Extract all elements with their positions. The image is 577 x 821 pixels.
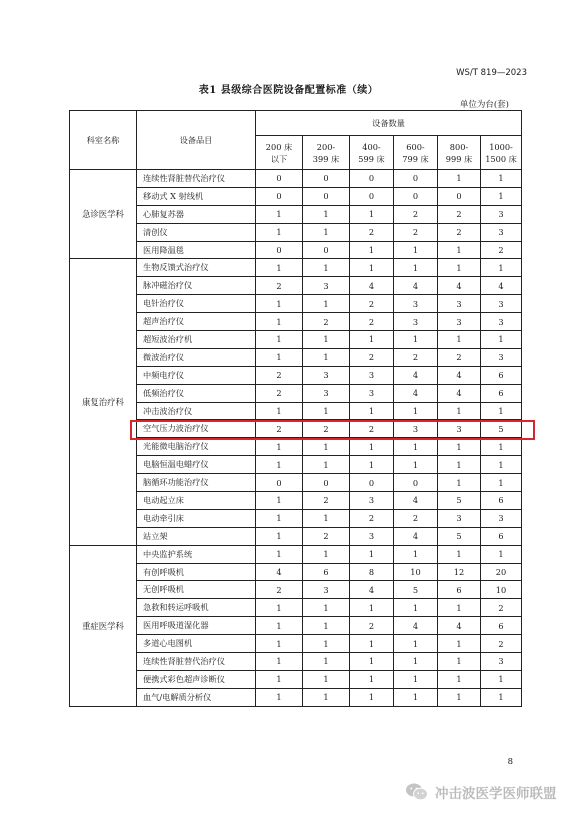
quantity-cell: 1 bbox=[481, 187, 522, 205]
quantity-cell: 1 bbox=[303, 331, 350, 349]
quantity-cell: 1 bbox=[350, 456, 394, 474]
bed-range-line1: 600- bbox=[406, 141, 425, 152]
equipment-item: 空气压力波治疗仪 bbox=[137, 420, 256, 438]
quantity-cell: 3 bbox=[394, 420, 438, 438]
quantity-cell: 0 bbox=[303, 474, 350, 492]
quantity-cell: 1 bbox=[438, 331, 481, 349]
bed-range-line2: 1500 床 bbox=[485, 153, 517, 164]
quantity-cell: 0 bbox=[394, 187, 438, 205]
quantity-cell: 1 bbox=[394, 331, 438, 349]
quantity-cell: 1 bbox=[350, 438, 394, 456]
quantity-cell: 1 bbox=[394, 670, 438, 688]
bed-range-line1: 1000- bbox=[489, 141, 513, 152]
quantity-cell: 1 bbox=[256, 402, 303, 420]
equipment-item: 连续性肾脏替代治疗仪 bbox=[137, 170, 256, 188]
quantity-cell: 1 bbox=[350, 688, 394, 706]
watermark-text: 冲击波医学医师联盟 bbox=[435, 786, 557, 802]
quantity-cell: 3 bbox=[481, 223, 522, 241]
quantity-cell: 1 bbox=[394, 241, 438, 259]
quantity-cell: 4 bbox=[256, 563, 303, 581]
quantity-cell: 4 bbox=[394, 277, 438, 295]
quantity-cell: 3 bbox=[481, 295, 522, 313]
table-row bbox=[70, 205, 522, 223]
quantity-cell: 1 bbox=[303, 509, 350, 527]
quantity-cell: 1 bbox=[256, 456, 303, 474]
quantity-cell: 0 bbox=[394, 170, 438, 188]
quantity-cell: 3 bbox=[481, 509, 522, 527]
bed-range-line2: 599 床 bbox=[358, 153, 385, 164]
quantity-cell: 1 bbox=[394, 259, 438, 277]
equipment-item: 脑循环功能治疗仪 bbox=[137, 474, 256, 492]
quantity-cell: 2 bbox=[256, 366, 303, 384]
table-row bbox=[70, 653, 522, 671]
quantity-cell: 1 bbox=[350, 599, 394, 617]
bed-range-line1: 800- bbox=[449, 141, 469, 152]
table-row bbox=[70, 277, 522, 295]
quantity-cell: 1 bbox=[256, 599, 303, 617]
quantity-cell: 1 bbox=[394, 456, 438, 474]
quantity-cell: 1 bbox=[256, 635, 303, 653]
quantity-cell: 4 bbox=[394, 384, 438, 402]
table-row-highlighted bbox=[70, 402, 522, 420]
quantity-cell: 2 bbox=[394, 509, 438, 527]
equipment-item: 冲击波治疗仪 bbox=[137, 402, 256, 420]
quantity-cell: 2 bbox=[481, 241, 522, 259]
quantity-cell: 8 bbox=[350, 563, 394, 581]
quantity-cell: 5 bbox=[438, 527, 481, 545]
quantity-cell: 4 bbox=[394, 492, 438, 510]
header-quantity: 设备数量 bbox=[256, 111, 522, 136]
quantity-cell: 1 bbox=[256, 509, 303, 527]
quantity-cell: 1 bbox=[303, 653, 350, 671]
quantity-cell: 1 bbox=[438, 438, 481, 456]
quantity-cell: 1 bbox=[350, 402, 394, 420]
quantity-cell: 4 bbox=[394, 366, 438, 384]
quantity-cell: 2 bbox=[350, 509, 394, 527]
quantity-cell: 1 bbox=[438, 259, 481, 277]
quantity-cell: 2 bbox=[481, 599, 522, 617]
quantity-cell: 1 bbox=[481, 456, 522, 474]
quantity-cell: 1 bbox=[256, 527, 303, 545]
quantity-cell: 0 bbox=[350, 474, 394, 492]
quantity-cell: 2 bbox=[394, 223, 438, 241]
quantity-cell: 3 bbox=[438, 295, 481, 313]
quantity-cell: 1 bbox=[256, 617, 303, 635]
quantity-cell: 3 bbox=[350, 384, 394, 402]
table-row bbox=[70, 438, 522, 456]
quantity-cell: 1 bbox=[481, 670, 522, 688]
quantity-cell: 10 bbox=[481, 581, 522, 599]
quantity-cell: 1 bbox=[256, 670, 303, 688]
header-department: 科室名称 bbox=[70, 111, 137, 170]
quantity-cell: 1 bbox=[303, 223, 350, 241]
quantity-cell: 1 bbox=[481, 438, 522, 456]
table-row bbox=[70, 581, 522, 599]
quantity-cell: 1 bbox=[438, 653, 481, 671]
quantity-cell: 10 bbox=[394, 563, 438, 581]
quantity-cell: 3 bbox=[438, 420, 481, 438]
quantity-cell: 1 bbox=[303, 205, 350, 223]
quantity-cell: 2 bbox=[350, 348, 394, 366]
quantity-cell: 1 bbox=[256, 205, 303, 223]
quantity-cell: 1 bbox=[394, 653, 438, 671]
quantity-cell: 1 bbox=[438, 545, 481, 563]
equipment-item: 微波治疗仪 bbox=[137, 348, 256, 366]
quantity-cell: 1 bbox=[303, 438, 350, 456]
quantity-cell: 1 bbox=[481, 402, 522, 420]
table-row bbox=[70, 348, 522, 366]
quantity-cell: 6 bbox=[481, 527, 522, 545]
quantity-cell: 5 bbox=[481, 420, 522, 438]
quantity-cell: 0 bbox=[350, 187, 394, 205]
quantity-cell: 2 bbox=[350, 295, 394, 313]
table-row bbox=[70, 635, 522, 653]
equipment-item: 中频电疗仪 bbox=[137, 366, 256, 384]
quantity-cell: 2 bbox=[303, 313, 350, 331]
header-bed-range bbox=[438, 136, 481, 170]
quantity-cell: 20 bbox=[481, 563, 522, 581]
quantity-cell: 1 bbox=[481, 331, 522, 349]
quantity-cell: 1 bbox=[350, 653, 394, 671]
quantity-cell: 3 bbox=[303, 581, 350, 599]
table-row bbox=[70, 295, 522, 313]
bed-range-line2: 999 床 bbox=[445, 153, 473, 164]
quantity-cell: 1 bbox=[438, 241, 481, 259]
table-row bbox=[70, 223, 522, 241]
table-row bbox=[70, 187, 522, 205]
quantity-cell: 0 bbox=[303, 241, 350, 259]
quantity-cell: 1 bbox=[394, 438, 438, 456]
quantity-cell: 1 bbox=[394, 635, 438, 653]
equipment-item: 血气/电解质分析仪 bbox=[137, 688, 256, 706]
equipment-item: 清创仪 bbox=[137, 223, 256, 241]
equipment-item: 电脑恒温电蜡疗仪 bbox=[137, 456, 256, 474]
quantity-cell: 1 bbox=[438, 474, 481, 492]
quantity-cell: 1 bbox=[256, 348, 303, 366]
equipment-item: 医用呼吸道湿化器 bbox=[137, 617, 256, 635]
quantity-cell: 3 bbox=[303, 277, 350, 295]
quantity-cell: 2 bbox=[438, 348, 481, 366]
quantity-cell: 1 bbox=[394, 402, 438, 420]
quantity-cell: 6 bbox=[481, 366, 522, 384]
equipment-item: 低频治疗仪 bbox=[137, 384, 256, 402]
bed-range-line1: 200 床 bbox=[265, 141, 293, 152]
table-row bbox=[70, 688, 522, 706]
quantity-cell: 1 bbox=[350, 241, 394, 259]
quantity-cell: 1 bbox=[256, 688, 303, 706]
watermark bbox=[405, 782, 557, 802]
quantity-cell: 0 bbox=[438, 187, 481, 205]
quantity-cell: 4 bbox=[438, 366, 481, 384]
bed-range-line2: 以下 bbox=[270, 153, 288, 164]
quantity-cell: 1 bbox=[394, 545, 438, 563]
quantity-cell: 4 bbox=[350, 277, 394, 295]
quantity-cell: 1 bbox=[481, 259, 522, 277]
quantity-cell: 1 bbox=[438, 402, 481, 420]
quantity-cell: 1 bbox=[481, 474, 522, 492]
quantity-cell: 1 bbox=[350, 670, 394, 688]
quantity-cell: 1 bbox=[303, 295, 350, 313]
table-row bbox=[70, 527, 522, 545]
quantity-cell: 2 bbox=[256, 277, 303, 295]
quantity-cell: 1 bbox=[303, 545, 350, 563]
quantity-cell: 1 bbox=[303, 617, 350, 635]
table-row bbox=[70, 313, 522, 331]
quantity-cell: 6 bbox=[481, 492, 522, 510]
quantity-cell: 4 bbox=[394, 617, 438, 635]
quantity-cell: 2 bbox=[481, 635, 522, 653]
quantity-cell: 1 bbox=[303, 635, 350, 653]
quantity-cell: 1 bbox=[438, 170, 481, 188]
quantity-cell: 5 bbox=[438, 492, 481, 510]
quantity-cell: 2 bbox=[350, 420, 394, 438]
quantity-cell: 1 bbox=[256, 492, 303, 510]
quantity-cell: 3 bbox=[303, 366, 350, 384]
quantity-cell: 1 bbox=[394, 599, 438, 617]
quantity-cell: 3 bbox=[350, 527, 394, 545]
unit-note: 单位为台(套) bbox=[459, 100, 509, 110]
quantity-cell: 0 bbox=[256, 241, 303, 259]
quantity-cell: 1 bbox=[438, 635, 481, 653]
header-bed-range bbox=[350, 136, 394, 170]
quantity-cell: 4 bbox=[438, 277, 481, 295]
quantity-cell: 1 bbox=[303, 599, 350, 617]
equipment-item: 移动式 X 射线机 bbox=[137, 187, 256, 205]
quantity-cell: 1 bbox=[303, 348, 350, 366]
quantity-cell: 1 bbox=[350, 259, 394, 277]
table-row bbox=[70, 259, 522, 277]
quantity-cell: 2 bbox=[303, 420, 350, 438]
quantity-cell: 6 bbox=[481, 384, 522, 402]
quantity-cell: 3 bbox=[394, 295, 438, 313]
quantity-cell: 4 bbox=[394, 527, 438, 545]
quantity-cell: 2 bbox=[438, 205, 481, 223]
department-name: 急诊医学科 bbox=[70, 170, 137, 259]
quantity-cell: 1 bbox=[303, 402, 350, 420]
department-name: 康复治疗科 bbox=[70, 259, 137, 545]
table-row bbox=[70, 617, 522, 635]
equipment-item: 脉冲磁治疗仪 bbox=[137, 277, 256, 295]
quantity-cell: 0 bbox=[256, 170, 303, 188]
quantity-cell: 1 bbox=[256, 295, 303, 313]
equipment-item: 医用降温毯 bbox=[137, 241, 256, 259]
equipment-item: 无创呼吸机 bbox=[137, 581, 256, 599]
quantity-cell: 1 bbox=[438, 670, 481, 688]
quantity-cell: 1 bbox=[256, 653, 303, 671]
quantity-cell: 1 bbox=[303, 670, 350, 688]
equipment-table bbox=[69, 110, 522, 707]
bed-range-line2: 799 床 bbox=[402, 153, 429, 164]
header-bed-range bbox=[256, 136, 303, 170]
quantity-cell: 1 bbox=[438, 599, 481, 617]
equipment-item: 电针治疗仪 bbox=[137, 295, 256, 313]
quantity-cell: 4 bbox=[438, 384, 481, 402]
quantity-cell: 1 bbox=[256, 331, 303, 349]
quantity-cell: 1 bbox=[350, 635, 394, 653]
table-row bbox=[70, 670, 522, 688]
quantity-cell: 2 bbox=[303, 492, 350, 510]
equipment-item: 电动起立床 bbox=[137, 492, 256, 510]
table-row bbox=[70, 366, 522, 384]
equipment-item: 超短波治疗机 bbox=[137, 331, 256, 349]
equipment-item: 生物反馈式治疗仪 bbox=[137, 259, 256, 277]
quantity-cell: 3 bbox=[481, 205, 522, 223]
equipment-item: 连续性肾脏替代治疗仪 bbox=[137, 653, 256, 671]
table-row bbox=[70, 241, 522, 259]
quantity-cell: 3 bbox=[438, 509, 481, 527]
quantity-cell: 3 bbox=[350, 492, 394, 510]
quantity-cell: 1 bbox=[256, 545, 303, 563]
quantity-cell: 3 bbox=[394, 313, 438, 331]
bed-range-line2: 399 床 bbox=[312, 153, 340, 164]
quantity-cell: 1 bbox=[350, 205, 394, 223]
table-row bbox=[70, 384, 522, 402]
quantity-cell: 1 bbox=[394, 688, 438, 706]
table-row bbox=[70, 420, 522, 438]
quantity-cell: 2 bbox=[394, 205, 438, 223]
quantity-cell: 1 bbox=[438, 456, 481, 474]
quantity-cell: 1 bbox=[303, 456, 350, 474]
quantity-cell: 12 bbox=[438, 563, 481, 581]
quantity-cell: 3 bbox=[481, 653, 522, 671]
table-row bbox=[70, 563, 522, 581]
header-item: 设备品目 bbox=[137, 111, 256, 170]
page-number: 8 bbox=[507, 757, 513, 767]
quantity-cell: 0 bbox=[350, 170, 394, 188]
quantity-cell: 4 bbox=[481, 277, 522, 295]
table-title: 表1 县级综合医院设备配置标准（续） bbox=[198, 85, 379, 96]
quantity-cell: 1 bbox=[256, 259, 303, 277]
quantity-cell: 5 bbox=[394, 581, 438, 599]
equipment-item: 急救和转运呼吸机 bbox=[137, 599, 256, 617]
equipment-item: 超声治疗仪 bbox=[137, 313, 256, 331]
quantity-cell: 1 bbox=[350, 331, 394, 349]
quantity-cell: 3 bbox=[481, 313, 522, 331]
quantity-cell: 1 bbox=[350, 545, 394, 563]
table-row bbox=[70, 509, 522, 527]
table-row bbox=[70, 456, 522, 474]
quantity-cell: 2 bbox=[350, 223, 394, 241]
quantity-cell: 1 bbox=[481, 170, 522, 188]
quantity-cell: 0 bbox=[256, 187, 303, 205]
quantity-cell: 0 bbox=[303, 170, 350, 188]
quantity-cell: 3 bbox=[438, 313, 481, 331]
quantity-cell: 3 bbox=[481, 348, 522, 366]
equipment-item: 站立架 bbox=[137, 527, 256, 545]
quantity-cell: 2 bbox=[256, 384, 303, 402]
table-row bbox=[70, 170, 522, 188]
quantity-cell: 0 bbox=[394, 474, 438, 492]
quantity-cell: 2 bbox=[394, 348, 438, 366]
quantity-cell: 2 bbox=[438, 223, 481, 241]
quantity-cell: 3 bbox=[350, 366, 394, 384]
header-bed-range bbox=[394, 136, 438, 170]
quantity-cell: 0 bbox=[303, 187, 350, 205]
quantity-cell: 1 bbox=[256, 223, 303, 241]
quantity-cell: 0 bbox=[256, 474, 303, 492]
table-row bbox=[70, 331, 522, 349]
quantity-cell: 1 bbox=[481, 545, 522, 563]
equipment-item: 电动牵引床 bbox=[137, 509, 256, 527]
bed-range-line1: 400- bbox=[362, 141, 381, 152]
quantity-cell: 2 bbox=[303, 527, 350, 545]
quantity-cell: 1 bbox=[303, 259, 350, 277]
quantity-cell: 1 bbox=[303, 688, 350, 706]
quantity-cell: 2 bbox=[350, 617, 394, 635]
bed-range-line1: 200- bbox=[316, 141, 336, 152]
quantity-cell: 1 bbox=[481, 688, 522, 706]
equipment-item: 光能微电脑治疗仪 bbox=[137, 438, 256, 456]
quantity-cell: 1 bbox=[256, 438, 303, 456]
header-bed-range bbox=[303, 136, 350, 170]
equipment-item: 多道心电图机 bbox=[137, 635, 256, 653]
standard-code: WS/T 819—2023 bbox=[456, 68, 527, 78]
quantity-cell: 1 bbox=[256, 313, 303, 331]
quantity-cell: 2 bbox=[350, 313, 394, 331]
equipment-item: 便携式彩色超声诊断仪 bbox=[137, 670, 256, 688]
quantity-cell: 1 bbox=[438, 688, 481, 706]
quantity-cell: 2 bbox=[256, 581, 303, 599]
quantity-cell: 4 bbox=[438, 617, 481, 635]
quantity-cell: 4 bbox=[350, 581, 394, 599]
quantity-cell: 6 bbox=[303, 563, 350, 581]
quantity-cell: 3 bbox=[303, 384, 350, 402]
quantity-cell: 2 bbox=[256, 420, 303, 438]
equipment-item: 心肺复苏器 bbox=[137, 205, 256, 223]
quantity-cell: 6 bbox=[481, 617, 522, 635]
table-row bbox=[70, 474, 522, 492]
equipment-item: 中央监护系统 bbox=[137, 545, 256, 563]
quantity-cell: 6 bbox=[438, 581, 481, 599]
header-bed-range bbox=[481, 136, 522, 170]
table-row bbox=[70, 545, 522, 563]
equipment-item: 有创呼吸机 bbox=[137, 563, 256, 581]
department-name: 重症医学科 bbox=[70, 545, 137, 706]
table-row bbox=[70, 492, 522, 510]
table-row bbox=[70, 599, 522, 617]
wechat-logo-icon bbox=[405, 782, 429, 802]
